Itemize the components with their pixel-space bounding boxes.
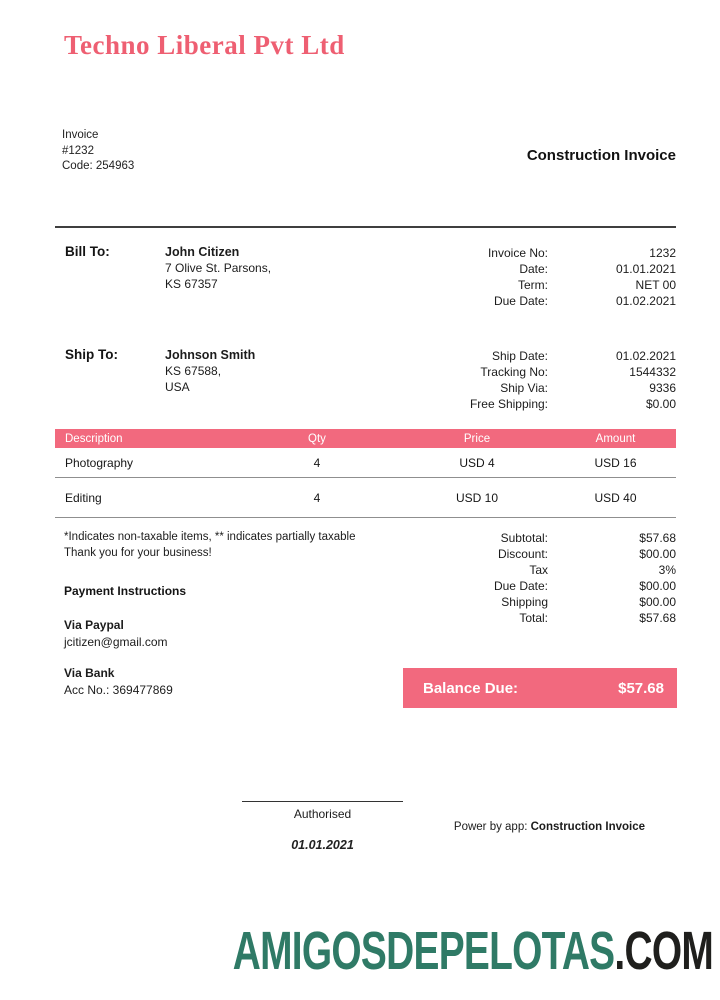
bill-to-address [165, 244, 271, 292]
bill-to-label: Bill To: [65, 244, 110, 259]
totals-row [414, 546, 676, 562]
meta-label: Due Date: [493, 294, 548, 308]
cell-price: USD 4 [459, 455, 495, 470]
authorised-label: Authorised [293, 807, 352, 821]
balance-due-label: Balance Due: [423, 679, 519, 697]
totals-row [414, 578, 676, 594]
meta-row [414, 364, 676, 380]
totals-value: $00.00 [639, 579, 676, 593]
totals-value: $57.68 [639, 531, 676, 545]
bill-to-line2: KS 67357 [165, 277, 218, 291]
bank-account-number: Acc No.: 369477869 [64, 682, 173, 697]
watermark-name: AMIGOSDEPELOTAS [232, 921, 615, 981]
totals-block [414, 530, 676, 626]
site-watermark [233, 920, 713, 982]
bank-label: Via Bank [64, 666, 115, 680]
meta-row [414, 348, 676, 364]
balance-due-bar [403, 668, 677, 708]
column-header-qty: Qty [308, 432, 326, 445]
powered-by-app-name: Construction Invoice [530, 821, 645, 833]
powered-by-note [454, 821, 645, 833]
signature-date: 01.01.2021 [291, 838, 354, 852]
meta-value: NET 00 [635, 278, 676, 292]
meta-value: $0.00 [645, 397, 676, 411]
totals-row [414, 594, 676, 610]
meta-label: Free Shipping: [469, 397, 548, 411]
cell-description: Editing [65, 490, 102, 505]
meta-label: Ship Date: [491, 349, 548, 363]
invoice-code: Code: 254963 [62, 160, 135, 172]
totals-value: 3% [658, 563, 676, 577]
invoice-id-block [62, 128, 134, 175]
meta-label: Ship Via: [500, 381, 548, 395]
column-header-description: Description [65, 432, 123, 445]
invoice-label: Invoice [62, 129, 99, 141]
paypal-block [64, 617, 168, 650]
table-row [55, 448, 676, 478]
column-header-price: Price [463, 432, 491, 445]
totals-label: Due Date: [493, 579, 548, 593]
invoice-number: #1232 [62, 144, 94, 157]
meta-value: 01.02.2021 [615, 294, 676, 308]
totals-label: Total: [519, 611, 548, 625]
cell-amount: USD 16 [594, 455, 637, 470]
meta-value: 01.02.2021 [615, 349, 676, 363]
bill-to-name: John Citizen [165, 245, 240, 259]
meta-row [414, 396, 676, 412]
meta-row [414, 261, 676, 277]
cell-price: USD 10 [455, 490, 499, 505]
totals-value: $00.00 [639, 547, 676, 561]
bill-to-line1: 7 Olive St. Parsons, [165, 261, 272, 275]
paypal-label: Via Paypal [64, 618, 124, 632]
ship-to-label: Ship To: [65, 347, 118, 362]
items-table-header [55, 429, 676, 448]
meta-label: Invoice No: [487, 246, 548, 260]
meta-value: 1544332 [629, 365, 676, 379]
signature-line [242, 801, 403, 802]
column-header-amount: Amount [595, 432, 636, 445]
totals-label: Discount: [497, 547, 548, 561]
totals-label: Tax [529, 563, 548, 577]
watermark-tld: .COM [614, 921, 713, 981]
totals-row [414, 562, 676, 578]
invoice-meta-block [414, 245, 676, 309]
cell-amount: USD 40 [594, 490, 637, 505]
meta-value: 1232 [649, 246, 676, 260]
cell-qty: 4 [313, 490, 321, 505]
ship-to-name: Johnson Smith [165, 348, 256, 362]
items-table [55, 429, 676, 518]
totals-label: Subtotal: [500, 531, 548, 545]
bank-block [64, 665, 173, 698]
totals-value: $00.00 [639, 595, 676, 609]
paypal-email: jcitizen@gmail.com [64, 634, 168, 649]
company-name: Techno Liberal Pvt Ltd [64, 30, 345, 60]
meta-value: 01.01.2021 [615, 262, 676, 276]
meta-row [414, 277, 676, 293]
meta-value: 9336 [649, 381, 676, 395]
table-row [55, 478, 676, 518]
thanks-note: Thank you for your business! [64, 546, 212, 559]
meta-label: Tracking No: [480, 365, 548, 379]
cell-description: Photography [65, 455, 134, 470]
totals-label: Shipping [501, 595, 548, 609]
ship-meta-block [414, 348, 676, 412]
document-title: Construction Invoice [526, 147, 676, 164]
cell-qty: 4 [313, 455, 321, 470]
meta-row [414, 380, 676, 396]
meta-label: Term: [518, 278, 548, 292]
tax-note: *Indicates non-taxable items, ** indicates partially taxable [64, 531, 356, 543]
totals-row [414, 610, 676, 626]
totals-row [414, 530, 676, 546]
powered-by-prefix: Power by app: [453, 821, 528, 833]
balance-due-amount: $57.68 [618, 679, 664, 697]
ship-to-line1: KS 67588, [165, 364, 222, 378]
header-divider [55, 226, 676, 228]
totals-value: $57.68 [639, 611, 676, 625]
meta-row [414, 245, 676, 261]
ship-to-line2: USA [165, 380, 190, 394]
ship-to-address [165, 347, 255, 395]
meta-row [414, 293, 676, 309]
meta-label: Date: [519, 262, 548, 276]
notes-block [64, 530, 356, 561]
payment-instructions-heading: Payment Instructions [64, 584, 187, 598]
